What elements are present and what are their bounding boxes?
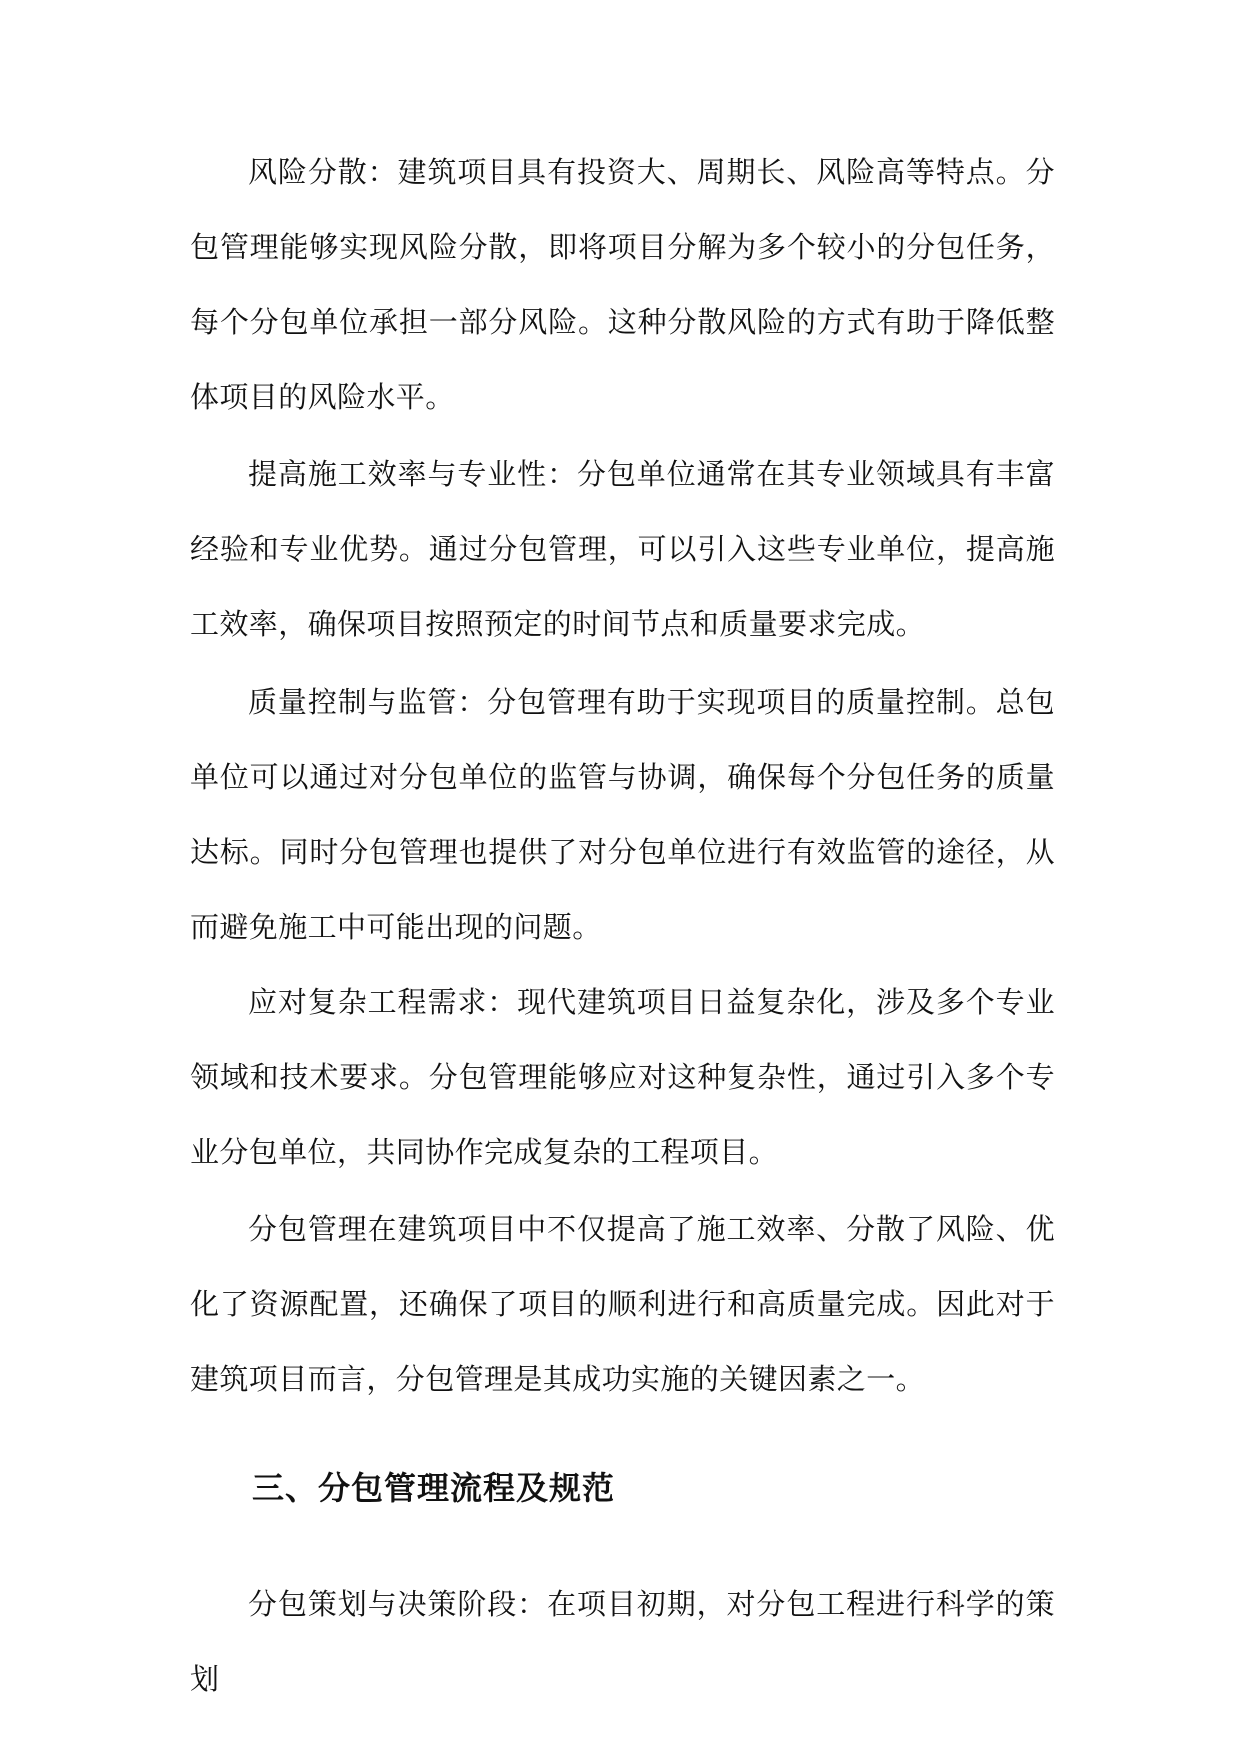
paragraph-planning-stage: 分包策划与决策阶段：在项目初期，对分包工程进行科学的策划 [190,1587,1055,1696]
paragraph-quality-control: 质量控制与监管：分包管理有助于实现项目的质量控制。总包单位可以通过对分包单位的监管与协调，确保每个分包任务的质量达标。同时分包管理也提供了对分包单位进行有效监管的途径，从而避免施工中可能出现的问题。 [190,685,1055,944]
paragraph-summary: 分包管理在建筑项目中不仅提高了施工效率、分散了风险、优化了资源配置，还确保了项目的顺利进行和高质量完成。因此对于建筑项目而言，分包管理是其成功实施的关键因素之一。 [190,1212,1055,1396]
section-heading: 三、分包管理流程及规范 [252,1469,616,1507]
paragraph-efficiency: 提高施工效率与专业性：分包单位通常在其专业领域具有丰富经验和专业优势。通过分包管理，可以引入这些专业单位，提高施工效率，确保项目按照预定的时间节点和质量要求完成。 [190,457,1055,641]
paragraph-complex-needs: 应对复杂工程需求：现代建筑项目日益复杂化，涉及多个专业领域和技术要求。分包管理能够应对这种复杂性，通过引入多个专业分包单位，共同协作完成复杂的工程项目。 [190,985,1055,1169]
paragraph-risk-dispersion: 风险分散：建筑项目具有投资大、周期长、风险高等特点。分包管理能够实现风险分散，即将项目分解为多个较小的分包任务，每个分包单位承担一部分风险。这种分散风险的方式有助于降低整体项目的风险水平。 [190,155,1055,414]
